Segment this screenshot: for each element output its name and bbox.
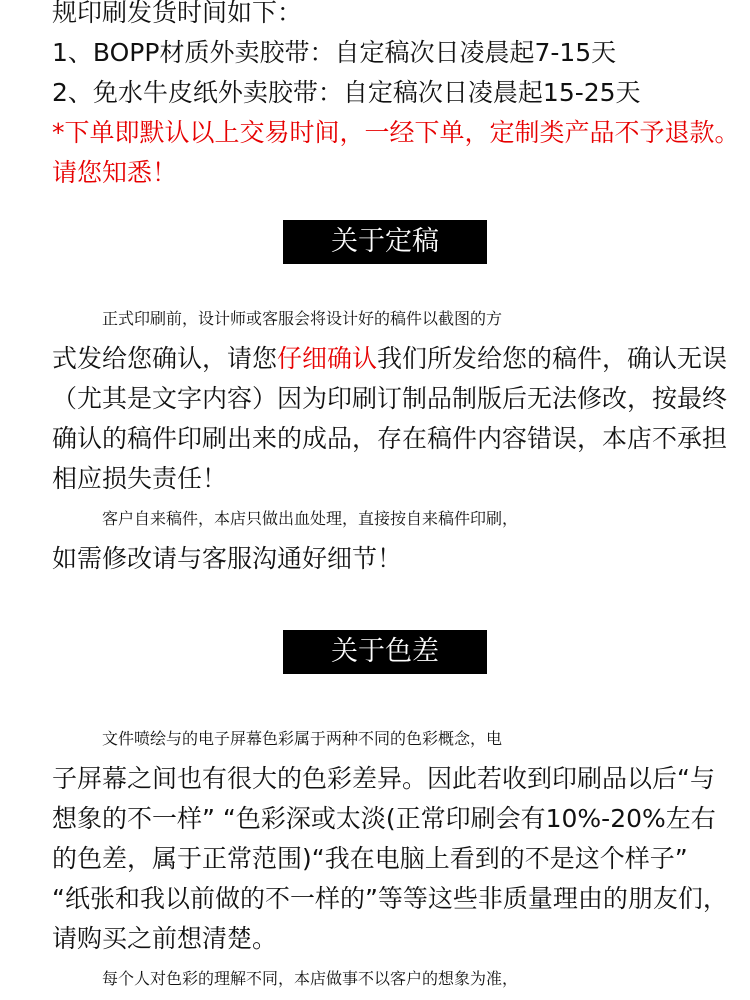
- confirm-paragraph-line: 如需修改请与客服沟通好细节！: [52, 544, 403, 573]
- confirm-paragraph-line: 正式印刷前，设计师或客服会将设计好的稿件以截图的方: [102, 309, 503, 328]
- confirm-paragraph-line: （尤其是文字内容）因为印刷订制品制版后无法修改，按最终: [52, 384, 728, 413]
- section-heading-color: 关于色差: [283, 630, 487, 674]
- color-paragraph-line: 子屏幕之间也有很大的色彩差异。因此若收到印刷品以后“与: [52, 764, 715, 793]
- confirm-text: 我们所发给您的稿件，确认无误: [377, 344, 728, 373]
- confirm-paragraph-line: 确认的稿件印刷出来的成品，存在稿件内容错误，本店不承担: [52, 424, 728, 453]
- confirm-highlight: 仔细确认: [277, 344, 378, 373]
- delivery-intro: 规印刷发货时间如下：: [52, 0, 303, 27]
- confirm-paragraph-line: 客户自来稿件，本店只做出血处理，直接按自来稿件印刷，: [102, 509, 519, 528]
- delivery-item-bopp: 1、BOPP材质外卖胶带：自定稿次日凌晨起7-15天: [52, 38, 617, 67]
- color-paragraph-line: 想象的不一样” “色彩深或太淡(正常印刷会有10%-20%左右: [52, 804, 716, 833]
- color-paragraph-line: 每个人对色彩的理解不同，本店做事不以客户的想象为准，: [102, 969, 519, 988]
- color-paragraph-line: 文件喷绘与的电子屏幕色彩属于两种不同的色彩概念，电: [102, 729, 503, 748]
- confirm-text: 式发给您确认，请您: [52, 344, 278, 373]
- refund-warning: *下单即默认以上交易时间，一经下单，定制类产品不予退款。: [52, 118, 740, 147]
- confirm-paragraph-line: 相应损失责任！: [52, 464, 228, 493]
- color-paragraph-line: 的色差，属于正常范围)“我在电脑上看到的不是这个样子”: [52, 844, 688, 873]
- section-heading-confirm: 关于定稿: [283, 220, 487, 264]
- confirm-paragraph-line: [52, 342, 728, 376]
- delivery-item-kraft: 2、免水牛皮纸外卖胶带：自定稿次日凌晨起15-25天: [52, 78, 641, 107]
- refund-warning-note: 请您知悉！: [52, 158, 178, 187]
- color-paragraph-line: 请购买之前想清楚。: [52, 924, 278, 953]
- color-paragraph-line: “纸张和我以前做的不一样的”等等这些非质量理由的朋友们，: [52, 884, 728, 913]
